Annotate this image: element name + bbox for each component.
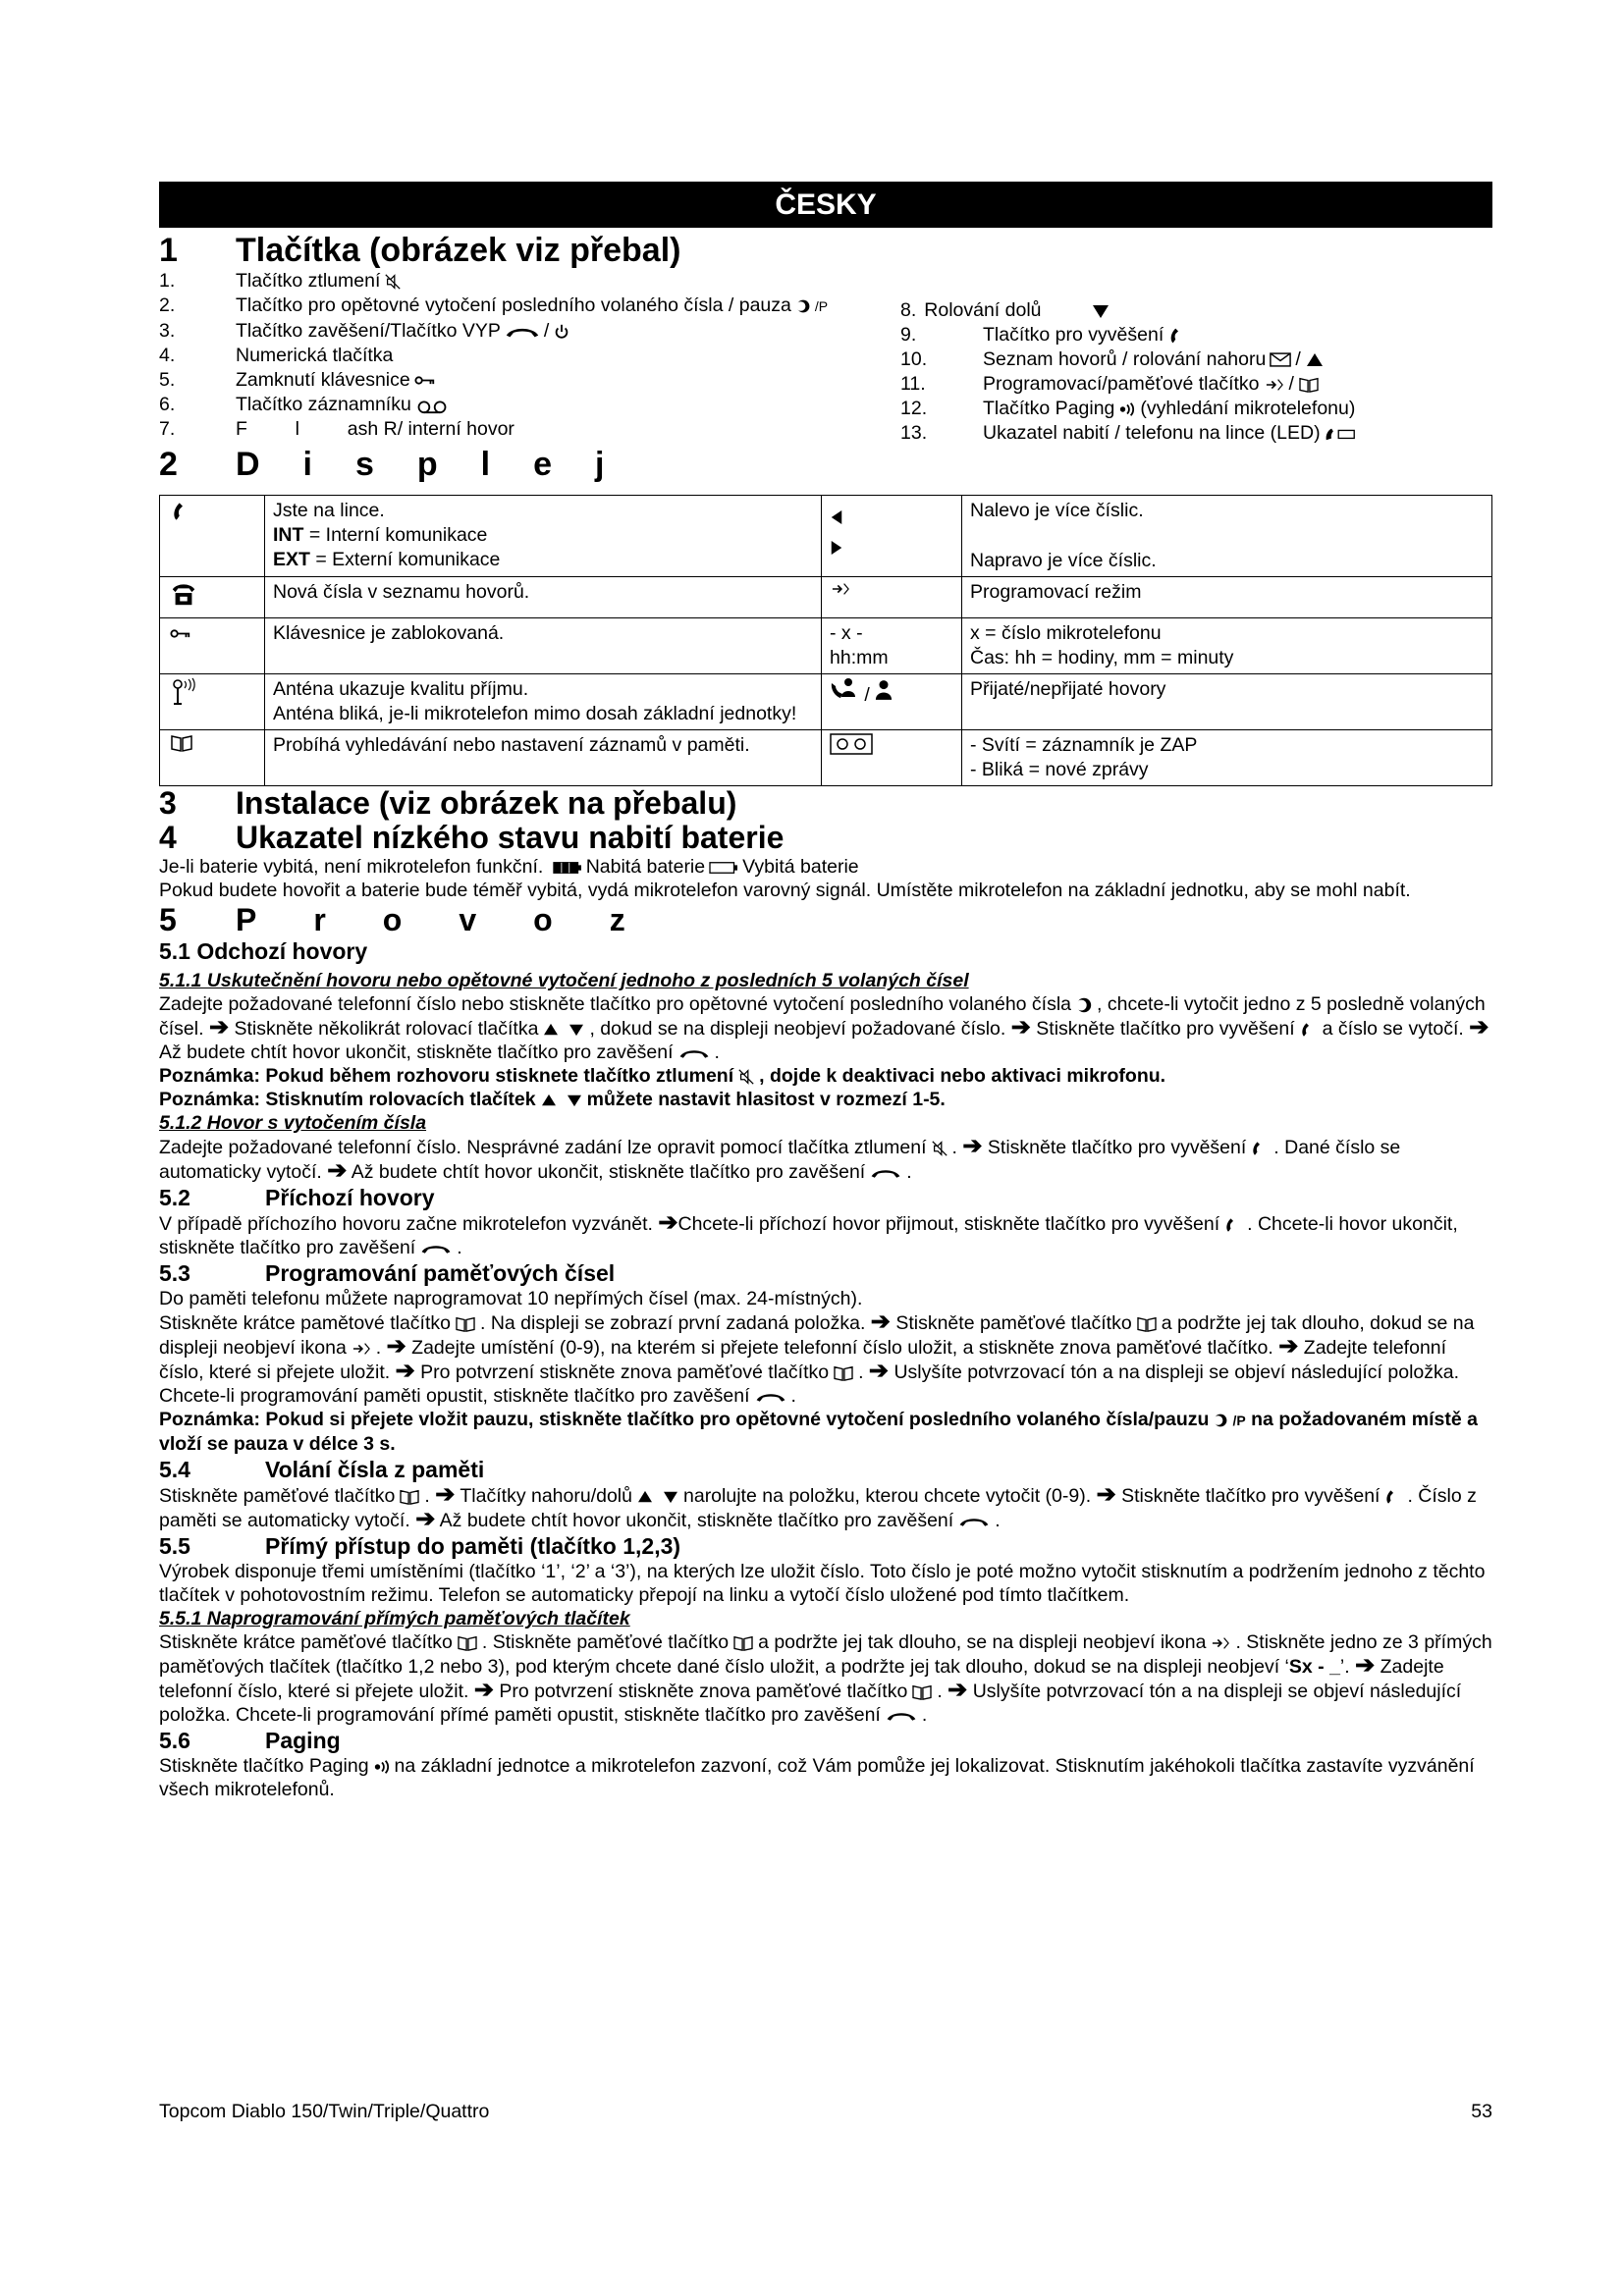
footer-product: Topcom Diablo 150/Twin/Triple/Quattro (159, 2101, 490, 2122)
scroll-up-icon (542, 1023, 560, 1037)
phonebook-icon (833, 1364, 854, 1382)
phonebook-icon (732, 1634, 754, 1652)
battery-full-icon (553, 861, 582, 875)
paragraph: Stiskněte paměťové tlačítko . ➔ Tlačítky nahoru/dolů narolujte na položku, kterou chcete vytočit (0-9). ➔ Stiskněte tlačítko pro vyvěšení . Číslo z paměti se automaticky vytočí. ➔ Až budete chtít hovor ukončit, stiskněte tlačítko pro zavěšení . (159, 1481, 1477, 1532)
list-item: 5. Zamknutí klávesnice (159, 368, 900, 393)
page-number: 53 (1471, 2101, 1492, 2122)
new-calls-icon (170, 580, 197, 608)
envelope-icon (1270, 351, 1291, 368)
phonebook-icon (1298, 376, 1320, 394)
arrow-icon: ➔ (1010, 1014, 1031, 1041)
paging-icon (373, 1758, 391, 1776)
arrow-icon: ➔ (1278, 1333, 1299, 1360)
page-footer (159, 2101, 1492, 2123)
redial-icon (795, 298, 811, 314)
arrow-icon: ➔ (327, 1157, 348, 1184)
offhook-icon (1167, 325, 1189, 347)
redial-icon (1213, 1413, 1228, 1428)
buttons-list (159, 269, 1492, 446)
phonebook-icon (170, 733, 193, 753)
list-item: 13. Ukazatel nabití / telefonu na lince (LED) (900, 421, 1492, 446)
phonebook-icon (1136, 1315, 1158, 1333)
battery-empty-icon (709, 861, 738, 875)
hangup-icon (869, 1165, 902, 1181)
list-item: 8. Rolování dolů (900, 298, 1492, 323)
list-item: 1. Tlačítko ztlumení (159, 269, 900, 294)
right-arrow-icon (830, 539, 843, 557)
scroll-up-icon (540, 1094, 558, 1107)
table-row: Nová čísla v seznamu hovorů. Programovací režim (160, 577, 1492, 618)
section-5-1-2-heading: 5.1.2 Hovor s vytočením čísla (159, 1112, 427, 1134)
scroll-down-icon (1091, 303, 1110, 319)
arrow-icon: ➔ (1355, 1652, 1376, 1679)
left-arrow-icon (830, 508, 843, 526)
offhook-icon (1299, 1020, 1319, 1040)
paragraph: Zadejte požadované telefonní číslo. Nesprávné zadání lze opravit pomocí tlačítka ztlumení . ➔ Stiskněte tlačítko pro vyvěšení . Dané číslo se automaticky vytočí. ➔ Až budete chtít hovor ukončit, stiskněte tlačítko pro zavěšení . (159, 1133, 1401, 1184)
scroll-up-icon (636, 1490, 654, 1504)
arrow-icon: ➔ (868, 1358, 890, 1384)
arrow-icon: ➔ (435, 1481, 456, 1508)
mute-icon (931, 1140, 948, 1157)
arrow-icon: ➔ (947, 1677, 968, 1703)
arrow-icon: ➔ (386, 1333, 406, 1360)
list-item: 2. Tlačítko pro opětovné vytočení posledního volaného čísla / pauza /P (159, 294, 829, 316)
hangup-icon (505, 323, 540, 341)
arrow-icon: ➔ (473, 1677, 494, 1703)
paragraph: Stiskněte krátce paměťové tlačítko . Stiskněte paměťové tlačítko a podržte jej tak dlouho, se na displeji neobjeví ikona . Stiskněte jedno ze 3 přímých paměťových tlačítek (tlačítko 1,2 nebo 3), pod kterým chcete dané číslo uložit, a podržte jej tak dlouho, dokud se na displeji neobjeví ‘Sx - _’. ➔ Zadejte telefonní číslo, které si přejete uložit. ➔ Pro potvrzení stiskněte znova paměťové tlačítko . ➔ Uslyšíte potvrzovací tón a na displeji se objeví následující položka. Chcete-li programování přímé paměti opustit, stiskněte tlačítko pro zavěšení . (159, 1631, 1492, 1726)
answering-machine-icon (830, 733, 873, 755)
paragraph: Zadejte požadované telefonní číslo nebo stiskněte tlačítko pro opětovné vytočení posledního volaného čísla , chcete-li vytočit jedno z 5 posledně volaných čísel. ➔ Stiskněte několikrát rolovací tlačítka , dokud se na displeji neobjeví požadované číslo. ➔ Stiskněte tlačítko pro vyvěšení a číslo se vytočí. ➔ Až budete chtít hovor ukončit, stiskněte tlačítko pro zavěšení . (159, 993, 1489, 1063)
hangup-icon (885, 1708, 918, 1724)
section-5-2-heading: 5.2 Příchozí hovory (159, 1185, 435, 1210)
offhook-icon (1223, 1215, 1243, 1235)
arrow-icon: ➔ (658, 1209, 678, 1236)
section-4-heading: 4 Ukazatel nízkého stavu nabití baterie (159, 820, 785, 855)
section-5-5-heading: 5.5 Přímý přístup do paměti (tlačítko 1,2,3) (159, 1533, 681, 1559)
list-item: 6. Tlačítko záznamníku (159, 393, 900, 417)
paragraph: Stiskněte tlačítko Paging na základní jednotce a mikrotelefon zazvoní, což Vám pomůže jej lokalizovat. Stisknutím jakéhokoli tlačítka zastavíte vyzvánění všech mikrotelefonů. (159, 1755, 1475, 1800)
key-icon (170, 628, 191, 639)
arrow-icon: ➔ (1096, 1481, 1116, 1508)
arrow-icon: ➔ (962, 1133, 983, 1159)
scroll-down-icon (568, 1023, 585, 1037)
section-5-1-heading: 5.1 Odchozí hovory (159, 938, 368, 964)
section-5-1-1-heading: 5.1.1 Uskutečnění hovoru nebo opětovné vytočení jednoho z posledních 5 volaných čísel (159, 970, 969, 991)
note: Poznámka: Stisknutím rolovacích tlačítek můžete nastavit hlasitost v rozmezí 1-5. (159, 1089, 946, 1110)
antenna-icon (170, 677, 199, 707)
list-item: 9. Tlačítko pro vyvěšení (900, 323, 1492, 347)
scroll-down-icon (662, 1490, 679, 1504)
list-item: 10. Seznam hovorů / rolování nahoru / (900, 347, 1492, 372)
scroll-down-icon (566, 1094, 583, 1107)
mute-icon (384, 273, 402, 291)
led-icon (1325, 426, 1356, 442)
paragraph: Stiskněte krátce pamětové tlačítko . Na displeji se zobrazí první zadaná položka. ➔ Stiskněte paměťové tlačítko a podržte jej tak dlouho, dokud se na displeji neobjeví ikona . ➔ Zadejte umístění (0-9), na kterém si přejete telefonní číslo uložit, a stiskněte znova paměťové tlačítko. ➔ Zadejte telefonní číslo, které si přejete uložit. ➔ Pro potvrzení stiskněte znova paměťové tlačítko . ➔ Uslyšíte potvrzovací tón a na displeji se objeví následující položka. Chcete-li programování paměti opustit, stiskněte tlačítko pro zavěšení . (159, 1308, 1475, 1407)
hangup-icon (754, 1389, 787, 1405)
phonebook-icon (455, 1315, 476, 1333)
arrow-icon: ➔ (870, 1308, 891, 1335)
program-icon (1264, 376, 1285, 394)
power-icon (553, 323, 570, 341)
list-item: 11. Programovací/paměťové tlačítko / (900, 372, 1492, 397)
offhook-icon (170, 499, 195, 524)
paragraph: Do paměti telefonu můžete naprogramovat 10 nepřímých čísel (max. 24-místných). (159, 1288, 863, 1309)
offhook-icon (1383, 1487, 1403, 1507)
arrow-icon: ➔ (415, 1506, 436, 1532)
section-2-heading: 2 Displej (159, 446, 648, 483)
tape-icon (415, 397, 449, 414)
list-item: 12. Tlačítko Paging (vyhledání mikrotelefonu) (900, 398, 1356, 419)
paragraph: Pokud budete hovořit a baterie bude téměř vybitá, vydá mikrotelefon varovný signál. Umístěte mikrotelefon na základní jednotku, aby se mohl nabít. (159, 880, 1411, 901)
display-icons-table (159, 495, 1492, 786)
arrow-icon: ➔ (395, 1358, 415, 1384)
caller-icon (830, 677, 859, 701)
hangup-icon (419, 1241, 453, 1256)
section-1-heading: 1 Tlačítka (obrázek viz přebal) (159, 232, 681, 269)
manual-page (159, 182, 1492, 1801)
table-row: Jste na lince. INT = Interní komunikace EXT = Externí komunikace Nalevo je více číslic. Napravo je více číslic. (160, 496, 1492, 577)
section-5-heading: 5 Provoz (159, 902, 682, 937)
section-3-heading: 3 Instalace (viz obrázek na přebalu) (159, 785, 737, 821)
key-icon (414, 375, 436, 386)
program-icon (1210, 1634, 1231, 1652)
paging-icon (1118, 400, 1136, 418)
program-icon (351, 1340, 372, 1358)
section-5-3-heading: 5.3 Programování paměťových čísel (159, 1260, 616, 1286)
section-5-6-heading: 5.6 Paging (159, 1728, 341, 1753)
paragraph: Výrobek disponuje třemi umístěními (tlačítko ‘1’, ‘2’ a ‘3’), na kterých lze uložit číslo. Toto číslo je poté možno vytočit stisknutím a podržením jednoho z těchto tlačítek v pohotovostním režimu. Telefon se automaticky přepojí na linku a vytočí číslo uložené pod tímto tlačítkem. (159, 1561, 1486, 1606)
note: Poznámka: Pokud si přejete vložit pauzu, stiskněte tlačítko pro opětovné vytočení posledního volaného čísla/pauzu /P na požadovaném místě a vloží se pauza v délce 3 s. (159, 1409, 1478, 1455)
arrow-icon: ➔ (208, 1014, 230, 1041)
scroll-up-icon (1305, 352, 1325, 368)
phonebook-icon (399, 1488, 420, 1506)
person-icon (875, 679, 893, 701)
hangup-icon (957, 1514, 991, 1529)
language-banner: ČESKY (159, 182, 1492, 228)
phonebook-icon (911, 1683, 933, 1701)
table-row: Klávesnice je zablokovaná. - x - hh:mm x = číslo mikrotelefonu Čas: hh = hodiny, mm = minuty (160, 618, 1492, 674)
list-item: 3. Tlačítko zavěšení/Tlačítko VYP / (159, 319, 900, 344)
hangup-icon (677, 1045, 711, 1061)
redial-icon (1075, 996, 1093, 1014)
table-row: Anténa ukazuje kvalitu příjmu. Anténa bliká, je-li mikrotelefon mimo dosah základní jednotky! / Přijaté/nepřijaté hovory (160, 674, 1492, 730)
program-icon (830, 580, 851, 598)
offhook-icon (1250, 1139, 1270, 1158)
paragraph: V případě příchozího hovoru začne mikrotelefon vyzvánět. ➔Chcete-li příchozí hovor přijmout, stiskněte tlačítko pro vyvěšení . Chcete-li hovor ukončit, stiskněte tlačítko pro zavěšení . (159, 1209, 1458, 1258)
list-item: 7. F l ash R/ interní hovor (159, 418, 514, 440)
list-item: 4. Numerická tlačítka (159, 345, 394, 366)
arrow-icon: ➔ (1469, 1014, 1489, 1041)
section-5-4-heading: 5.4 Volání čísla z paměti (159, 1457, 485, 1482)
paragraph: Je-li baterie vybitá, není mikrotelefon funkční. Nabitá baterie Vybitá baterie (159, 856, 859, 878)
phonebook-icon (457, 1634, 478, 1652)
mute-icon (737, 1068, 755, 1086)
note: Poznámka: Pokud během rozhovoru stisknete tlačítko ztlumení , dojde k deaktivaci nebo aktivaci mikrofonu. (159, 1065, 1166, 1087)
table-row: Probíhá vyhledávání nebo nastavení záznamů v paměti. - Svítí = záznamník je ZAP - Bliká = nové zprávy (160, 730, 1492, 786)
section-5-5-1-heading: 5.5.1 Naprogramování přímých paměťových tlačítek (159, 1608, 630, 1629)
